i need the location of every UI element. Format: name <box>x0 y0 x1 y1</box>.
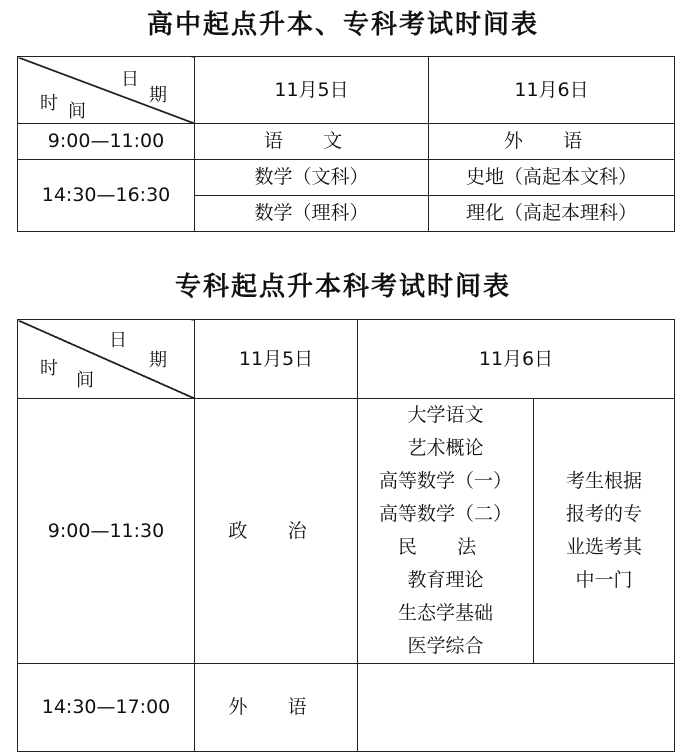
time-cell: 9:00—11:00 <box>18 124 195 160</box>
time-label-char: 间 <box>68 101 86 122</box>
subject-cell: 政 治 <box>195 399 358 664</box>
time-cell: 9:00—11:30 <box>18 399 195 664</box>
date-label-char: 日 <box>109 330 127 351</box>
note-line: 考生根据 <box>566 470 643 492</box>
note-line: 报考的专 <box>566 503 643 525</box>
exam-schedule-table-1 <box>17 56 675 232</box>
subject-cell: 数学（理科） <box>195 196 429 232</box>
list-item: 教育理论 <box>407 569 484 591</box>
subject-cell: 语 文 <box>195 124 429 160</box>
subject-cell: 数学（文科） <box>195 160 429 196</box>
date-label-char: 期 <box>149 350 167 371</box>
time-label-char: 时 <box>40 93 58 114</box>
header-day2: 11月6日 <box>429 57 675 124</box>
subject-cell: 外 语 <box>429 124 675 160</box>
elective-note <box>534 399 675 664</box>
list-item: 生态学基础 <box>397 602 493 624</box>
exam-schedule-table-2 <box>17 319 675 752</box>
header-corner-cell <box>18 320 195 399</box>
elective-subject-list <box>358 399 534 664</box>
time-label-char: 间 <box>76 370 94 391</box>
date-label-char: 期 <box>149 85 167 106</box>
list-item: 医学综合 <box>407 635 484 657</box>
list-item: 艺术概论 <box>407 437 484 459</box>
empty-cell <box>358 664 675 752</box>
subject-cell: 外 语 <box>195 664 358 752</box>
time-label-char: 时 <box>40 358 58 379</box>
time-cell: 14:30—16:30 <box>18 160 195 232</box>
date-label-char: 日 <box>121 69 139 90</box>
header-day1: 11月5日 <box>195 57 429 124</box>
table1-title: 高中起点升本、专科考试时间表 <box>146 10 539 40</box>
header-day1: 11月5日 <box>195 320 358 399</box>
list-item: 高等数学（一） <box>378 470 512 492</box>
header-corner-cell <box>18 57 195 124</box>
subject-cell: 史地（高起本文科） <box>429 160 675 196</box>
table2-title: 专科起点升本科考试时间表 <box>174 272 511 302</box>
list-item: 民 法 <box>397 536 494 558</box>
subject-cell: 理化（高起本理科） <box>429 196 675 232</box>
header-day2: 11月6日 <box>358 320 675 399</box>
list-item: 大学语文 <box>407 404 484 426</box>
time-cell: 14:30—17:00 <box>18 664 195 752</box>
note-line: 业选考其 <box>566 536 643 558</box>
list-item: 高等数学（二） <box>378 503 512 525</box>
note-line: 中一门 <box>575 569 633 591</box>
